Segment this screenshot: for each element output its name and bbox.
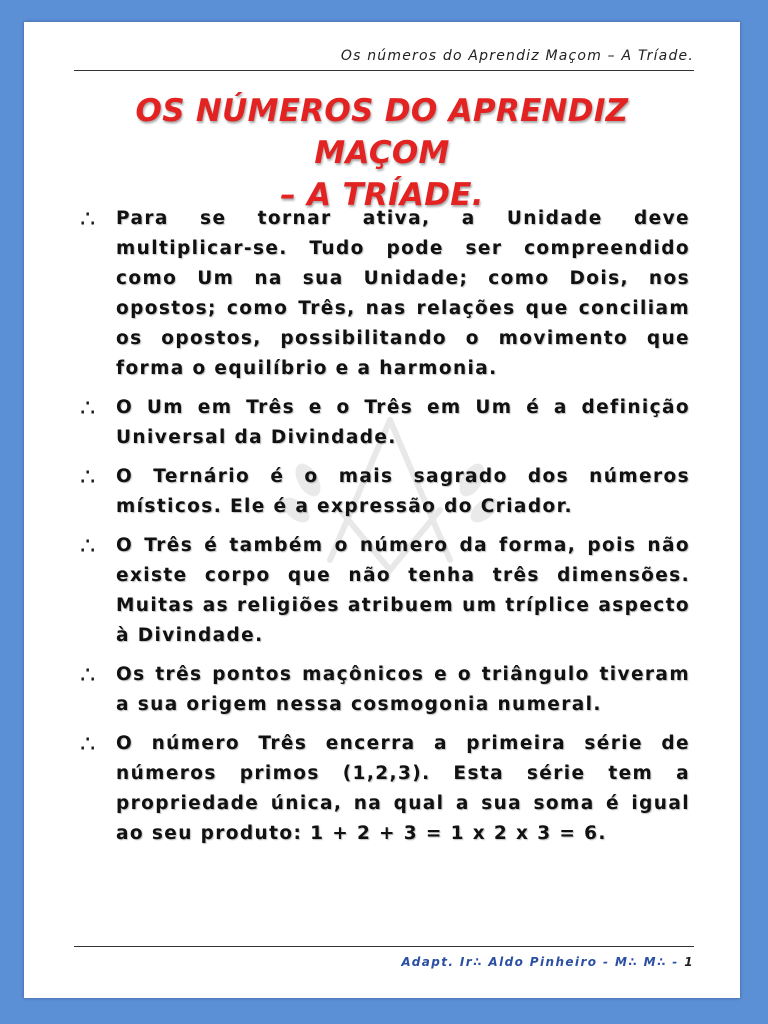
page-number: 1	[684, 955, 694, 969]
page-title	[64, 90, 700, 216]
three-dots-bullet-icon: ∴	[80, 394, 96, 422]
list-item	[76, 462, 690, 522]
bullet-text: O Ternário é o mais sagrado dos números místicos. Ele é a expressão do Criador.	[116, 466, 690, 517]
three-dots-bullet-icon: ∴	[80, 730, 96, 758]
list-item	[76, 531, 690, 651]
list-item	[76, 393, 690, 453]
list-item	[76, 204, 690, 384]
list-item	[76, 660, 690, 720]
bullet-list	[76, 204, 690, 858]
list-item	[76, 729, 690, 849]
three-dots-bullet-icon: ∴	[80, 532, 96, 560]
title-line-2: – A TRÍADE.	[280, 177, 484, 213]
bullet-text: Os três pontos maçônicos e o triângulo tiveram a sua origem nessa cosmogonia numeral.	[116, 664, 690, 715]
running-footer	[74, 946, 694, 979]
title-line-1: OS NÚMEROS DO APRENDIZ MAÇOM	[135, 93, 629, 171]
three-dots-bullet-icon: ∴	[80, 463, 96, 491]
bullet-text: O número Três encerra a primeira série de números primos (1,2,3). Esta série tem a propriedade única, na qual a sua soma é igual ao seu produto: 1 + 2 + 3 = 1 x 2 x 3 = 6.	[116, 733, 690, 844]
running-header: Os números do Aprendiz Maçom – A Tríade.	[74, 48, 694, 71]
three-dots-bullet-icon: ∴	[80, 661, 96, 689]
bullet-text: O Três é também o número da forma, pois não existe corpo que não tenha três dimensões. Muitas as religiões atribuem um tríplice aspecto à Divindade.	[116, 535, 690, 646]
footer-credit: Adapt. Ir∴ Aldo Pinheiro - M∴ M∴ -	[401, 955, 679, 969]
document-page	[24, 22, 740, 998]
bullet-text: O Um em Três e o Três em Um é a definição Universal da Divindade.	[116, 397, 690, 448]
three-dots-bullet-icon: ∴	[80, 205, 96, 233]
bullet-text: Para se tornar ativa, a Unidade deve multiplicar-se. Tudo pode ser compreendido como Um na sua Unidade; como Dois, nos opostos; como Três, nas relações que conciliam os opostos, possibilitando o movimento que forma o equilíbrio e a harmonia.	[116, 208, 690, 379]
